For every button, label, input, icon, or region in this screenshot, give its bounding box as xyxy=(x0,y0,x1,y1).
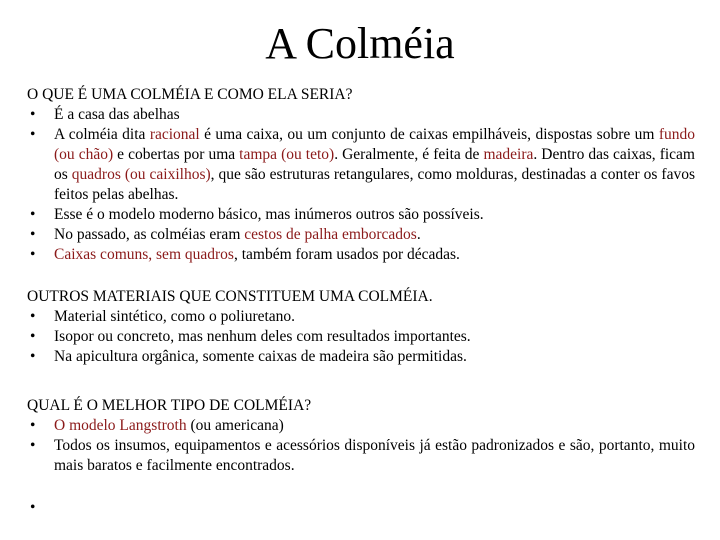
bullet-text: , que são estruturas retangulares, como molduras, destinadas a conter os favos feitos pelas abelhas. xyxy=(54,166,696,203)
bullet-list xyxy=(27,105,695,265)
bullet-text: Na apicultura orgânica, somente caixas de madeira são permitidas. xyxy=(54,348,467,365)
highlight-text: racional xyxy=(149,126,200,143)
highlight-text: Caixas comuns, sem quadros xyxy=(54,246,234,263)
highlight-text: O modelo Langstroth xyxy=(54,417,187,434)
bullet-text: Isopor ou concreto, mas nenhum deles com resultados importantes. xyxy=(54,328,471,345)
bullet-list xyxy=(27,416,695,476)
highlight-text: tampa (ou teto) xyxy=(239,146,335,163)
bullet-text: (ou americana) xyxy=(186,417,284,434)
bullet-text: No passado, as colméias eram xyxy=(54,226,245,243)
bullet-text: . Geralmente, é feita de xyxy=(334,146,484,163)
list-item xyxy=(27,125,695,205)
bullet-text: . Dentro das caixas, ficam os xyxy=(54,146,695,183)
list-item xyxy=(27,205,695,225)
bullet-text: Todos os insumos, equipamentos e acessórios disponíveis já estão padronizados e são, portanto, muito mais baratos e facilmente encontrados. xyxy=(54,437,695,474)
bullet-text: é uma caixa, ou um conjunto de caixas empilháveis, dispostas sobre um xyxy=(199,126,659,143)
slide-title: A Colméia xyxy=(265,19,455,68)
list-item xyxy=(27,245,695,265)
bullet-text: Material sintético, como o poliuretano. xyxy=(54,308,296,325)
bullet-text: Esse é o modelo moderno básico, mas inúmeros outros são possíveis. xyxy=(54,206,484,223)
list-item xyxy=(27,347,695,367)
section-other-materials xyxy=(27,287,695,367)
bullet-text: , também foram usados por décadas. xyxy=(233,246,460,263)
bullet-text: e cobertas por uma xyxy=(113,146,240,163)
bullet-text: . xyxy=(416,226,421,243)
list-item xyxy=(27,105,695,125)
highlight-text: quadros (ou caixilhos) xyxy=(71,166,211,183)
empty-bullet: • xyxy=(30,499,36,516)
list-item xyxy=(27,327,695,347)
section-heading: O QUE É UMA COLMÉIA E COMO ELA SERIA? xyxy=(27,86,353,103)
list-item xyxy=(27,225,695,245)
section-heading: QUAL É O MELHOR TIPO DE COLMÉIA? xyxy=(27,397,312,414)
highlight-text: cestos de palha emborcados xyxy=(244,226,417,243)
list-item xyxy=(27,307,695,327)
bullet-text: A colméia dita xyxy=(54,126,150,143)
section-heading: OUTROS MATERIAIS QUE CONSTITUEM UMA COLMÉIA. xyxy=(27,288,433,305)
section-best-hive xyxy=(27,396,695,476)
highlight-text: fundo (ou chão) xyxy=(54,126,696,163)
bullet-list xyxy=(27,307,695,367)
list-item xyxy=(27,416,695,436)
section-what-is-hive xyxy=(27,85,695,265)
highlight-text: madeira xyxy=(483,146,534,163)
bullet-text: É a casa das abelhas xyxy=(54,106,180,123)
list-item xyxy=(27,436,695,476)
